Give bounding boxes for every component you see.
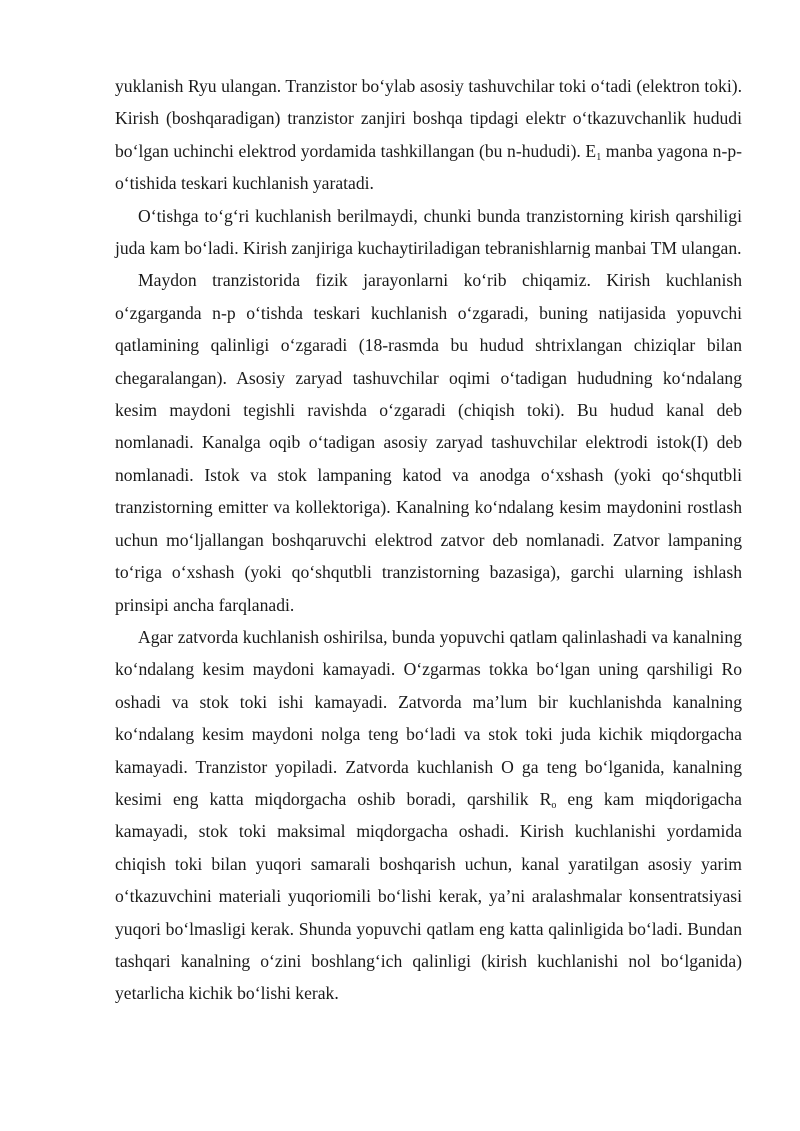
text-run: Maydon tranzistorida fizik jarayonlarni ko‘rib chiqamiz. Kirish kuchlanish o‘zgarganda n-p o‘tishda teskari kuchlanish o‘zgaradi, buning natijasida yopuvchi qatlamining qalinligi o‘zgaradi (18-rasmda bu hudud shtrixlangan chiziqlar bilan chegaralangan). Asosiy zaryad tashuvchilar oqimi o‘tadigan hududning ko‘ndalang kesim maydoni tegishli ravishda o‘zgaradi (chiqish toki). Bu hudud kanal deb nomlanadi. Kanalga oqib o‘tadigan asosiy zaryad tashuvchilar elektrodi istok(I) deb nomlanadi. Istok va stok lampaning katod va anodga o‘xshash (yoki qo‘shqutbli tranzistorning emitter va kollektoriga). Kanalning ko‘ndalang kesim maydonini rostlash uchun mo‘ljallangan boshqaruvchi elektrod zatvor deb nomlanadi. Zatvor lampaning to‘riga o‘xshash (yoki qo‘shqutbli tranzistorning bazasiga), garchi ularning ishlash prinsipi ancha farqlanadi. <box>115 270 742 615</box>
text-run: yuklanish Ryu ulangan. Tranzistor bo‘ylab asosiy tashuvchilar toki o‘tadi (elektron toki). Kirish (boshqaradigan) tranzistor zanjiri boshqa tipdagi elektr o‘tkazuvchanlik hududi bo‘lgan uchinchi elektrod yordamida tashkillangan (bu n-hududi). E <box>115 76 742 161</box>
paragraph-1 <box>115 70 742 200</box>
subscript-1: 1 <box>596 151 602 163</box>
paragraph-4 <box>115 621 742 1010</box>
text-run: manba yagona n-p-o‘tishida teskari kuchlanish yaratadi. <box>115 140 742 194</box>
paragraph-3 <box>115 264 742 620</box>
paragraph-2 <box>115 200 742 265</box>
subscript-o: o <box>551 799 557 811</box>
text-run: eng kam miqdorigacha kamayadi, stok toki maksimal miqdorgacha oshadi. Kirish kuchlanishi yordamida chiqish toki bilan yuqori samarali boshqarish uchun, kanal yaratilgan asosiy yarim o‘tkazuvchini materiali yuqoriomili bo‘lishi kerak, ya’ni aralashmalar konsentratsiyasi yuqori bo‘lmasligi kerak. Shunda yopuvchi qatlam eng katta qalinligida bo‘ladi. Bundan tashqari kanalning o‘zini boshlang‘ich qalinligi (kirish kuchlanishi nol bo‘lganida) yetarlicha kichik bo‘lishi kerak. <box>115 788 742 1004</box>
document-page <box>115 70 742 1010</box>
text-run: O‘tishga to‘g‘ri kuchlanish berilmaydi, chunki bunda tranzistorning kirish qarshiligi juda kam bo‘ladi. Kirish zanjiriga kuchaytiriladigan tebranishlarnig manbai TM ulangan. <box>115 205 742 259</box>
text-run: Agar zatvorda kuchlanish oshirilsa, bunda yopuvchi qatlam qalinlashadi va kanalning ko‘ndalang kesim maydoni kamayadi. O‘zgarmas tokka bo‘lgan uning qarshiligi Ro oshadi va stok toki ishi kamayadi. Zatvorda ma’lum bir kuchlanishda kanalning ko‘ndalang kesim maydoni nolga teng bo‘ladi va stok toki juda kichik miqdorgacha kamayadi. Tranzistor yopiladi. Zatvorda kuchlanish O ga teng bo‘lganida, kanalning kesimi eng katta miqdorgacha oshib boradi, qarshilik R <box>115 626 742 809</box>
